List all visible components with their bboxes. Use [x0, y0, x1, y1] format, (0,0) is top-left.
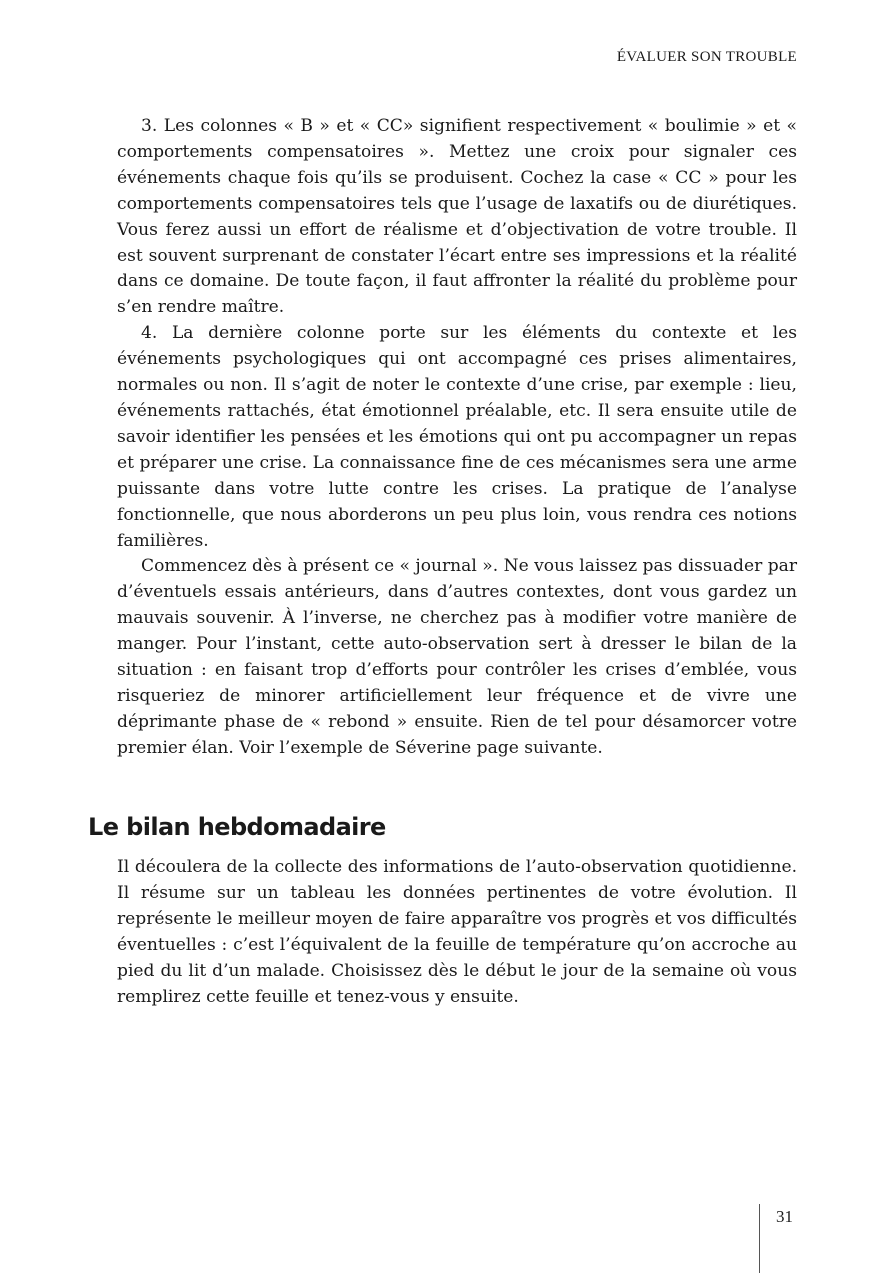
paragraph-journal: Commencez dès à présent ce « journal ». Ne vous laissez pas dissuader par d’éventuels essais antérieurs, dans d’autres contextes, dont vous gardez un mauvais souvenir. À l’inverse, ne cherchez pas à modifier votre manière de manger. Pour l’instant, cette auto-observation sert à dresser le bilan de la situation : en faisant trop d’efforts pour contrôler les crises d’emblée, vous risqueriez de minorer artificiellement leur fréquence et de vivre une déprimante phase de « rebond » ensuite. Rien de tel pour désamorcer votre premier élan. Voir l’exemple de Séverine page suivante.	[117, 556, 797, 758]
section-heading: Le bilan hebdomadaire	[88, 813, 386, 841]
paragraph-item-3: 3. Les colonnes « B » et « CC» signifient respectivement « boulimie » et « comportements compensatoires ». Mettez une croix pour signaler ces événements chaque fois qu’ils se produisent. Cochez la case « CC » pour les comportements compensatoires tels que l’usage de laxatifs ou de diurétiques. Vous ferez aussi un effort de réalisme et d’objectivation de votre trouble. Il est souvent surprenant de constater l’écart entre ses impressions et la réalité dans ce domaine. De toute façon, il faut affronter la réalité du problème pour s’en rendre maître.	[117, 116, 797, 318]
paragraph-bilan: Il découlera de la collecte des informations de l’auto-observation quotidienne. Il résume sur un tableau les données pertinentes de votre évolution. Il représente le meilleur moyen de faire apparaître vos progrès et vos difficultés éventuelles : c’est l’équivalent de la feuille de température qu’on accroche au pied du lit d’un malade. Choisissez dès le début le jour de la semaine où vous remplirez cette feuille et tenez-vous y ensuite.	[117, 857, 797, 1007]
body-text-section	[117, 855, 797, 1010]
running-head: ÉVALUER SON TROUBLE	[616, 49, 797, 65]
page-number: 31	[776, 1207, 793, 1226]
body-text-top	[117, 114, 797, 762]
paragraph-item-4: 4. La dernière colonne porte sur les éléments du contexte et les événements psychologiques qui ont accompagné ces prises alimentaires, normales ou non. Il s’agit de noter le contexte d’une crise, par exemple : lieu, événements rattachés, état émotionnel préalable, etc. Il sera ensuite utile de savoir identifier les pensées et les émotions qui ont pu accompagner un repas et préparer une crise. La connaissance fine de ces mécanismes sera une arme puissante dans votre lutte contre les crises. La pratique de l’analyse fonctionnelle, que nous aborderons un peu plus loin, vous rendra ces notions familières.	[117, 323, 797, 551]
folio-divider	[759, 1204, 760, 1273]
